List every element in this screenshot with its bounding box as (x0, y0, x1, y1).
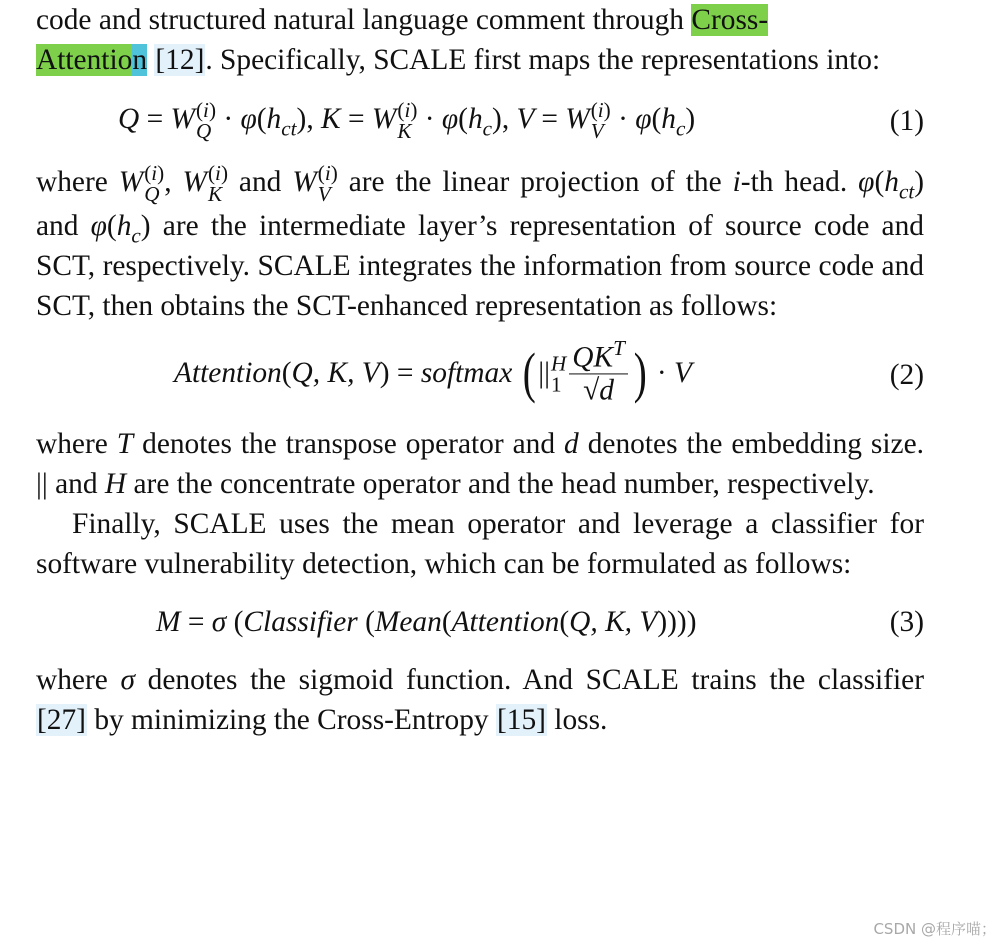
paragraph-cross-attention: code and structured natural language comment through Cross- Attention [12]. Specifically, SCALE first maps the representations into: (36, 4, 881, 76)
paragraph-sigmoid: where σ denotes the sigmoid function. And SCALE trains the classifier [27] by minimizing the Cross-Entropy [15] loss. (36, 663, 924, 736)
equation-1-body: Q = W (i) Q · $\varphi(h_{ct})$, K = W (i) K · $\varphi(h_c)$, V = W (i) V · $\varphi(h_c)$ (118, 97, 696, 144)
csdn-watermark: CSDN @程序喵； (873, 920, 996, 938)
paper-page (36, 0, 924, 740)
equation-1-number: (1) (889, 105, 924, 137)
citation-27[interactable]: [27] (37, 703, 86, 736)
citation-12[interactable]: [12] (155, 44, 205, 76)
citation-15[interactable]: [15] (496, 703, 546, 736)
equation-3-number: (3) (889, 605, 924, 638)
paragraph-classifier: Finally, SCALE uses the mean operator and leverage a classifier for software vulnerability detection, which can be formulated as follows: (36, 507, 924, 580)
equation-2-body: Attention(Q, K, V) = softmax (|| H 1 $\frac{QK^T}{√d}$ ) · V (174, 335, 692, 407)
equation-3 (36, 590, 924, 654)
equation-1 (36, 86, 924, 156)
equation-3-body: M = σ (Classifier (Mean(Attention(Q, K, V)))) (156, 605, 697, 638)
paragraph-transpose: where T denotes the transpose operator and d denotes the embedding size. || and H are the concentrate operator and the head number, respectively. (36, 427, 924, 500)
paragraph-linear-projection: where W (i) Q , W (i) K and W (i) V are the linear projection of the i-th head. $\varphi(h_{ct})$ and $\varphi(h_c)$ are the intermediate layer’s representation of source code and SCT, respectively. SCALE integrates the information from source code and SCT, then obtains the SCT-enhanced representation as follows: (36, 160, 925, 322)
highlight-cross: Cross- (691, 4, 769, 36)
highlight-cursor: n (132, 44, 148, 76)
equation-2-number: (2) (889, 358, 924, 391)
highlight-attention: Attentio (36, 44, 133, 76)
equation-2 (36, 332, 924, 418)
